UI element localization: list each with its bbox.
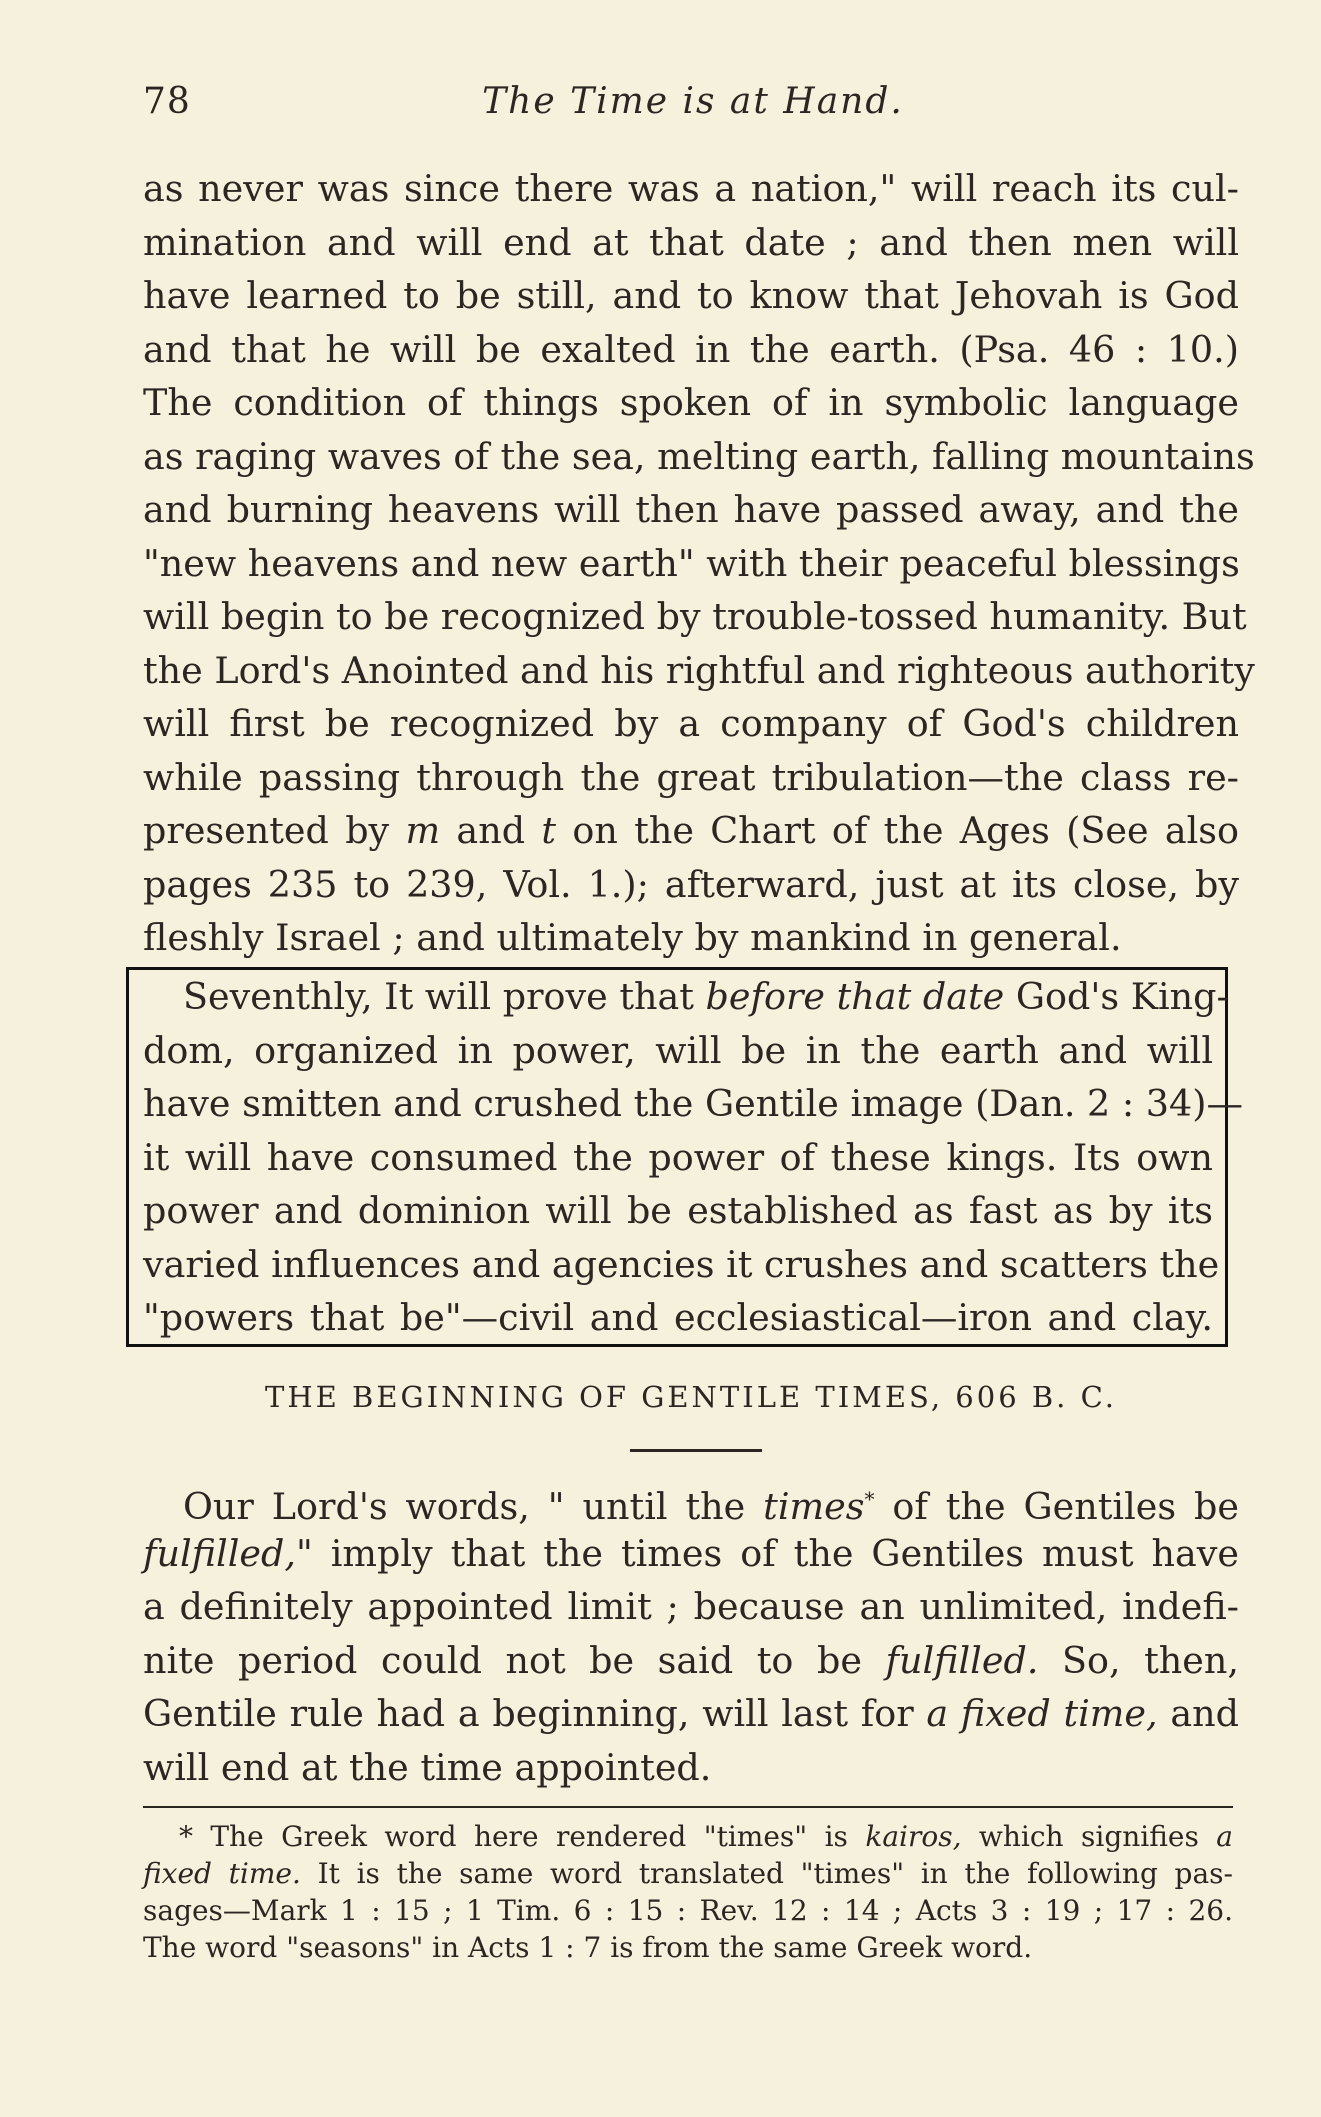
text-line: a definitely appointed limit ; because an unlimited, indefi- — [143, 1585, 1239, 1628]
text-line: have learned to be still, and to know that Jehovah is God — [143, 274, 1239, 317]
running-title: The Time is at Hand. — [482, 81, 904, 122]
section-heading: THE BEGINNING OF GENTILE TIMES, 606 B. C. — [265, 1380, 1117, 1414]
text-line: fleshly Israel ; and ultimately by mankind in general. — [143, 916, 1122, 959]
footnote — [143, 1818, 1233, 1966]
text-line: "new heavens and new earth" with their peaceful blessings — [143, 541, 1240, 585]
text-line: will begin to be recognized by trouble-tossed humanity. But — [143, 595, 1247, 638]
section-divider — [630, 1449, 762, 1452]
text-line: it will have consumed the power of these kings. Its own — [143, 1135, 1213, 1179]
text-line: "powers that be"—civil and ecclesiastical—iron and clay. — [143, 1296, 1213, 1339]
highlight-box — [126, 967, 1243, 1347]
paragraph-1 — [143, 162, 1255, 965]
text-line: The condition of things spoken of in symbolic language — [143, 381, 1239, 424]
text-line: varied influences and agencies it crushes and scatters the — [143, 1242, 1220, 1286]
running-head — [143, 72, 1243, 132]
text-line: the Lord's Anointed and his rightful and righteous authority — [143, 648, 1255, 692]
footnote-line: * The Greek word here rendered "times" is kairos, which signifies a — [179, 1820, 1233, 1853]
text-line: pages 235 to 239, Vol. 1.); afterward, just at its close, by — [143, 862, 1239, 906]
text-line: as never was since there was a nation," will reach its cul- — [143, 167, 1239, 210]
text-line: and burning heavens will then have passed away, and the — [143, 488, 1239, 531]
paragraph-2 — [143, 1473, 1239, 1794]
text-line: while passing through the great tribulation—the class re- — [143, 755, 1239, 799]
page-number: 78 — [143, 81, 191, 122]
text-line: will end at the time appointed. — [143, 1745, 712, 1789]
text-line: power and dominion will be established as fast as by its — [143, 1189, 1213, 1232]
text-line: Seventhly, It will prove that before that date God's King- — [183, 975, 1229, 1018]
footnote-line: fixed time. It is the same word translated "times" in the following pas- — [143, 1857, 1234, 1890]
footnote-line: The word "seasons" in Acts 1 : 7 is from the same Greek word. — [143, 1931, 1033, 1964]
text-line: have smitten and crushed the Gentile image (Dan. 2 : 34)— — [143, 1082, 1243, 1125]
footnote-line: sages—Mark 1 : 15 ; 1 Tim. 6 : 15 : Rev. 12 : 14 ; Acts 3 : 19 ; 17 : 26. — [143, 1894, 1233, 1927]
text-line: dom, organized in power, will be in the earth and will — [143, 1028, 1213, 1072]
text-line: nite period could not be said to be fulfilled. So, then, — [143, 1638, 1239, 1682]
text-line: Gentile rule had a beginning, will last for a fixed time, and — [143, 1692, 1239, 1735]
text-line: as raging waves of the sea, melting earth, falling mountains — [143, 434, 1255, 478]
boxed-paragraph — [143, 970, 1243, 1345]
text-line: presented by m and t on the Chart of the Ages (See also — [143, 809, 1240, 852]
text-line: Our Lord's words, " until the times* of the Gentiles be — [183, 1485, 1239, 1529]
text-line: mination and will end at that date ; and then men will — [143, 220, 1239, 264]
footnote-rule — [143, 1806, 1233, 1808]
text-line: fulfilled," imply that the times of the Gentiles must have — [143, 1531, 1239, 1575]
text-line: will first be recognized by a company of God's children — [143, 702, 1239, 745]
text-line: and that he will be exalted in the earth. (Psa. 46 : 10.) — [143, 327, 1239, 371]
